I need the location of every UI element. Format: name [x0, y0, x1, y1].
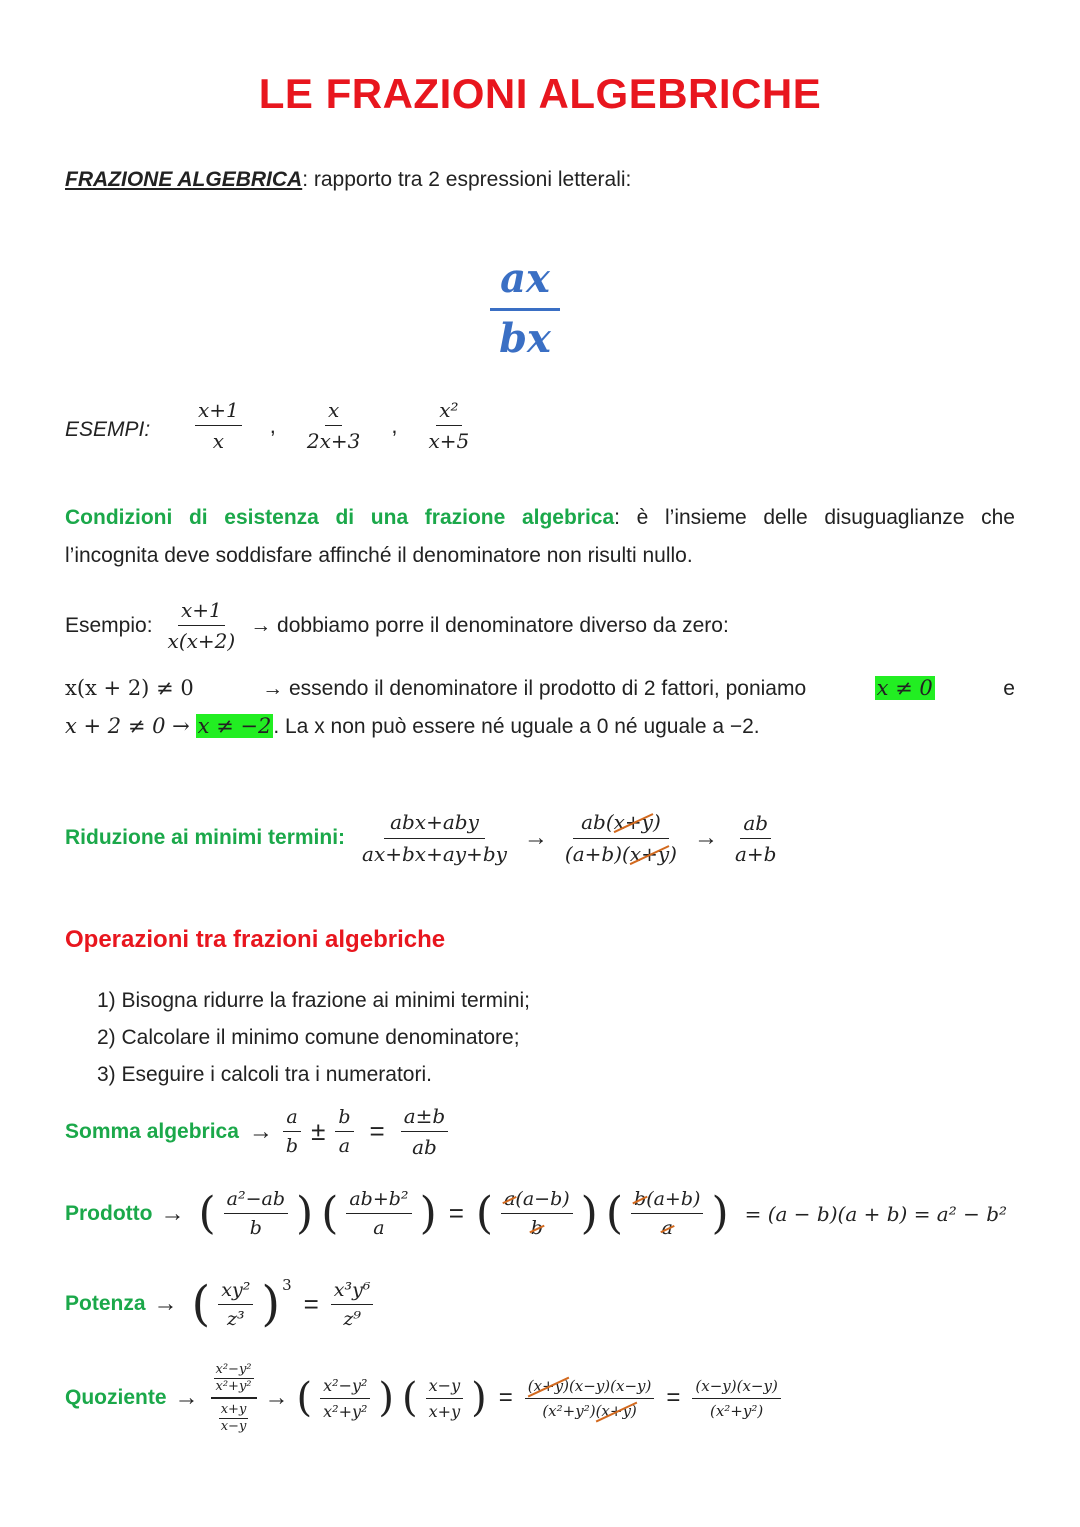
cancelled-term: (x+y) — [595, 1401, 637, 1420]
equals: = — [303, 1288, 319, 1319]
cancelled-term: x+y — [613, 810, 653, 834]
quoziente-fraction-2: $\frac{x-y}{x+y}$ — [426, 1376, 463, 1421]
main-fraction-num: ax — [490, 255, 560, 311]
step-item: 1) Bisogna ridurre la frazione ai minimi termini; — [97, 989, 530, 1012]
main-fraction-den: bx — [499, 315, 551, 362]
prodotto-line: Prodotto → ( $\frac{\text{a²−ab}}{b}$ ) ( $\frac{\text{ab+b²}}{a}$ ) = ( $\frac{a(a-b)}{b}$ ) ( $\frac{b(a+b)}{a}$ ) = (a − b)(a + b) = a² − b² — [65, 1188, 1008, 1239]
somma-result: $\frac{a\pm b}{ab}$ — [401, 1104, 448, 1159]
equals: = — [498, 1384, 513, 1411]
explanation-expr2: x + 2 ≠ 0 → — [65, 714, 190, 738]
arrow-icon: → — [160, 1199, 185, 1227]
somma-label: Somma algebrica — [65, 1119, 239, 1143]
main-fraction — [490, 255, 560, 362]
cancelled-term: b — [634, 1188, 647, 1210]
somma-fraction-2: $\frac{b}{a}$ — [335, 1106, 353, 1157]
potenza-exponent: 3 — [282, 1276, 292, 1294]
equals: = — [448, 1198, 464, 1228]
conditions-term: Condizioni di esistenza di una frazione algebrica — [65, 506, 615, 529]
equals: = — [369, 1116, 385, 1146]
potenza-result: $\frac{\text{x³y⁶}}{\text{z⁹}}$ — [331, 1279, 374, 1330]
prodotto-label: Prodotto — [65, 1201, 153, 1225]
quoziente-fraction-1: $\frac{\text{x²−y²}}{\text{x²+y²}}$ — [320, 1376, 370, 1421]
examples-list — [195, 398, 472, 453]
arrow-icon: → — [153, 1290, 178, 1317]
quoziente-label: Quoziente — [65, 1386, 167, 1409]
potenza-fraction: $\frac{\text{xy²}}{\text{z³}}$ — [218, 1279, 253, 1330]
reduction-label: Riduzione ai minimi termini: — [65, 826, 346, 849]
definition-term: FRAZIONE ALGEBRICA — [65, 168, 303, 191]
explanation-text1: → essendo il denominatore il prodotto di 2 fattori, poniamo — [262, 677, 807, 700]
cancelled-term: a — [504, 1188, 516, 1210]
plus-minus: ± — [311, 1116, 326, 1146]
reduction-fraction-2: $\frac{ab(x+y)}{(a+b)(x+y)}$ — [564, 810, 677, 866]
arrow-icon: → — [248, 1117, 273, 1145]
prodotto-fraction-4: $\frac{b(a+b)}{a}$ — [631, 1188, 703, 1239]
cancelled-term: (x+y) — [527, 1376, 569, 1395]
highlight-x-ne-0: x ≠ 0 — [876, 676, 933, 700]
reduction-line — [65, 810, 779, 866]
esempio-line — [65, 598, 729, 653]
prodotto-fraction-3: $\frac{a(a-b)}{b}$ — [501, 1188, 573, 1239]
example-fraction: $\frac{x+1}{x}$ — [195, 398, 242, 453]
operations-steps — [97, 982, 530, 1093]
explanation-line2 — [65, 714, 760, 739]
potenza-line: Potenza → ( $\frac{\text{xy²}}{\text{z³}}$ ) 3 = $\frac{\text{x³y⁶}}{\text{z⁹}}$ — [65, 1276, 373, 1332]
quoziente-result-2: $\frac{(x-y)(x-y)}{\text{(x²+y²)}}$ — [692, 1377, 780, 1420]
quoziente-line: Quoziente → x²−y² x²+y² x+y x−y → ( $\frac{\text{x²−y²}}{\text{x²+y²}}$ ) ( $\frac{x-y}{x+y}$ ) = $\frac{(x+y)(x-y)(x-y)}{\text{(x²+y²)(x+y)}}$ = $\frac{(x-y)(x-y)}{\text{(x²+y²)}}$ — [65, 1362, 781, 1434]
conditions-line2: l’incognita deve soddisfare affinché il denominatore non risulti nullo. — [65, 544, 693, 567]
reduction-fraction-1: $\frac{\text{abx+aby}}{ax+bx+ay+by}$ — [362, 810, 507, 866]
arrow-icon: → — [693, 824, 718, 851]
step-item: 3) Eseguire i calcoli tra i numeratori. — [97, 1063, 432, 1086]
step-item: 2) Calcolare il minimo comune denominatore; — [97, 1026, 520, 1049]
cancelled-term: b — [530, 1217, 543, 1239]
somma-fraction-1: $\frac{a}{b}$ — [283, 1106, 301, 1157]
cancelled-term: a — [661, 1217, 673, 1239]
esempio-fraction: $\frac{x+1}{x(x+2)}$ — [167, 598, 236, 653]
quoziente-compound-fraction: x²−y² x²+y² x+y x−y — [211, 1362, 257, 1434]
conditions-line1-rest: : è l’insieme delle disuguaglianze che — [614, 506, 1015, 529]
explanation-conj: e — [1003, 677, 1015, 700]
separator: , — [391, 412, 398, 438]
prodotto-result: = (a − b)(a + b) = a² − b² — [744, 1201, 1008, 1226]
explanation-text2: . La x non può essere né uguale a 0 né uguale a −2. — [273, 715, 760, 738]
reduction-fraction-3: $\frac{ab}{a+b}$ — [734, 810, 777, 866]
explanation-expr1: x(x + 2) ≠ 0 — [65, 676, 194, 700]
page-title: LE FRAZIONI ALGEBRICHE — [258, 70, 822, 117]
quoziente-result-1: $\frac{(x+y)(x-y)(x-y)}{\text{(x²+y²)(x+y)}}$ — [525, 1377, 655, 1420]
example-fraction: $\frac{x}{2x+3}$ — [306, 398, 361, 453]
definition-line — [65, 168, 631, 192]
esempio-label: Esempio: — [65, 613, 153, 637]
conditions-line1 — [65, 506, 1015, 530]
example-fraction: $\frac{\text{x²}}{x+5}$ — [428, 398, 470, 453]
explanation-line1 — [65, 676, 1015, 701]
examples-label: ESEMPI: — [65, 418, 151, 441]
prodotto-fraction-2: $\frac{\text{ab+b²}}{a}$ — [346, 1188, 411, 1239]
separator: , — [269, 412, 276, 438]
operations-heading: Operazioni tra frazioni algebriche — [65, 926, 446, 953]
arrow-icon: → — [264, 1384, 289, 1411]
cancelled-term: x+y — [629, 842, 670, 866]
highlight-x-ne-minus2: x ≠ −2 — [197, 714, 272, 738]
arrow-icon: → — [174, 1384, 199, 1411]
potenza-label: Potenza — [65, 1292, 146, 1315]
arrow-icon: → — [523, 824, 548, 851]
equals: = — [666, 1384, 681, 1411]
esempio-text: → dobbiamo porre il denominatore diverso da zero: — [250, 613, 729, 637]
prodotto-fraction-1: $\frac{\text{a²−ab}}{b}$ — [224, 1188, 288, 1239]
definition-text: : rapporto tra 2 espressioni letterali: — [302, 168, 632, 191]
somma-line — [65, 1104, 448, 1159]
